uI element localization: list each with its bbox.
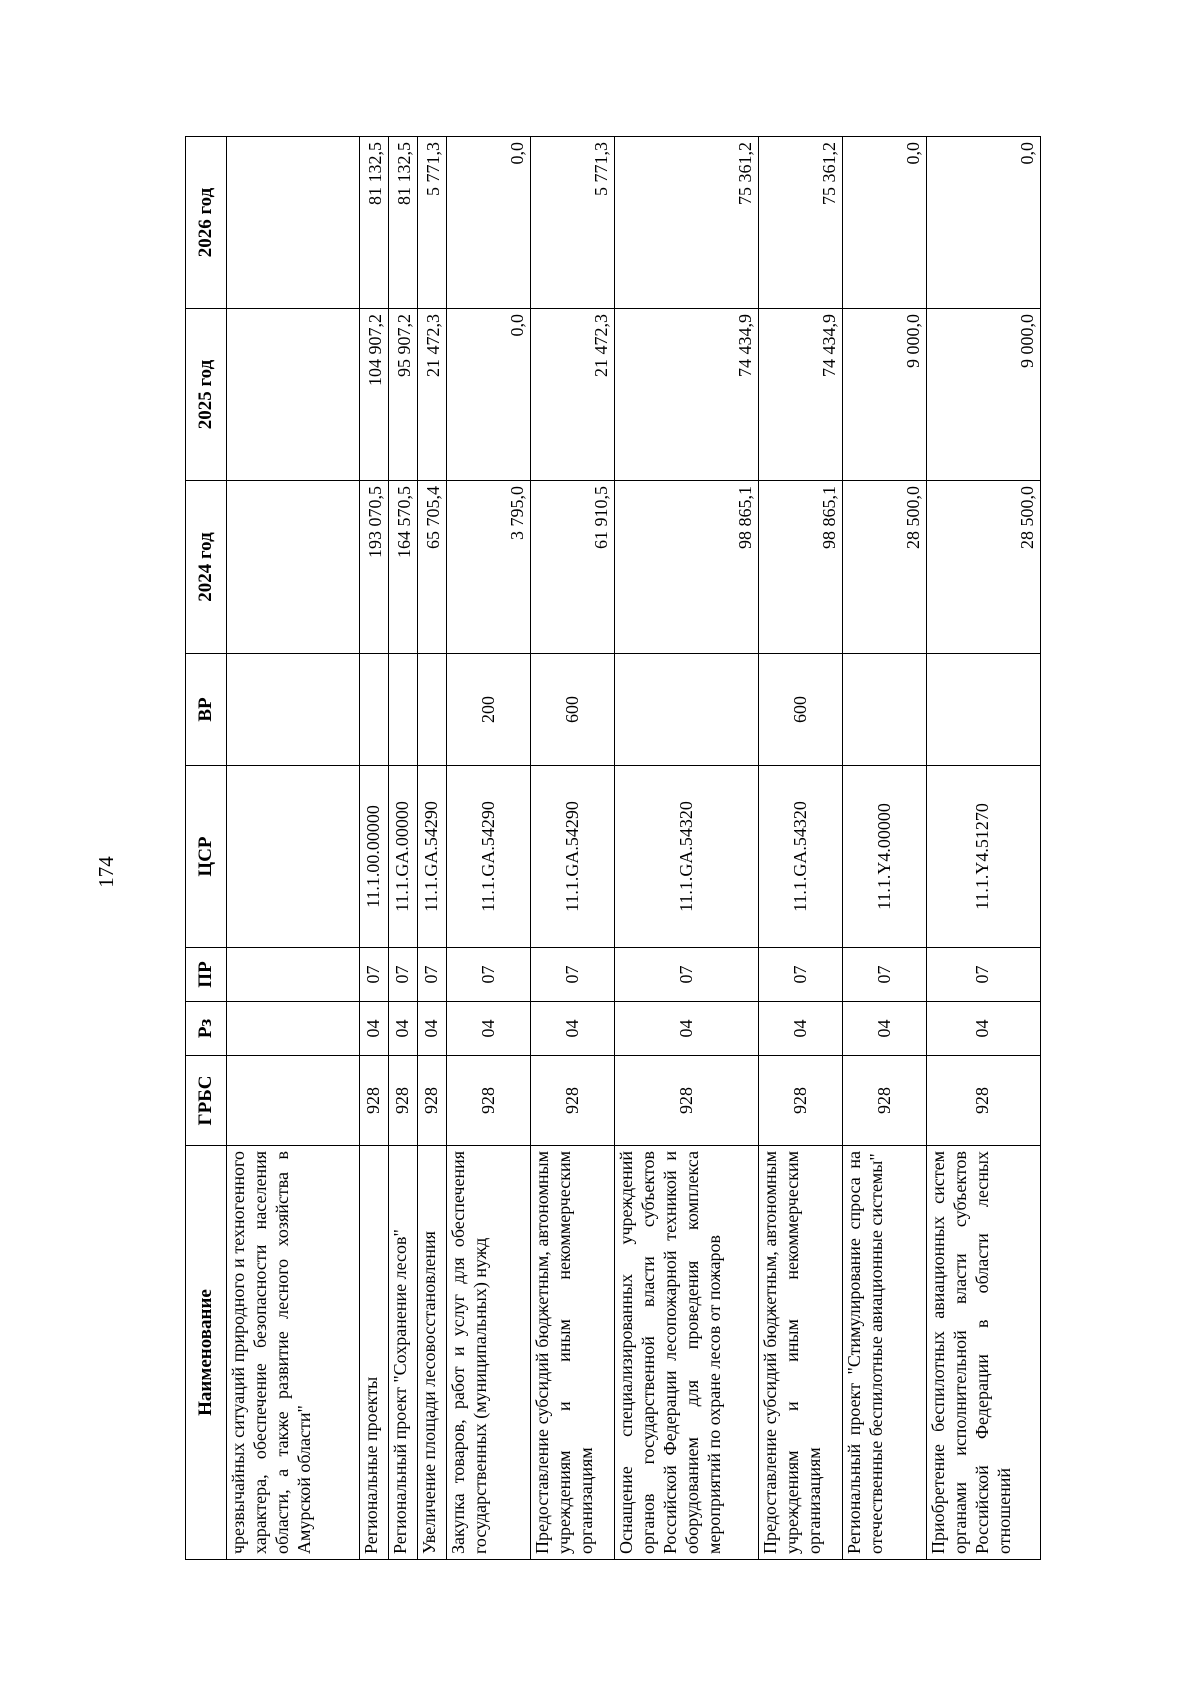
table-row: [531, 137, 615, 1560]
col-header-2026: 2026 год: [186, 137, 227, 309]
table-row: [360, 137, 389, 1560]
cell-2024: 193 070,5: [360, 481, 389, 654]
cell-2026: 75 361,2: [614, 137, 758, 309]
cell-2025: [227, 309, 360, 481]
cell-2024: 65 705,4: [418, 481, 447, 654]
cell-2025: 21 472,3: [418, 309, 447, 481]
table-row: [759, 137, 843, 1560]
cell-pr: 07: [418, 948, 447, 1002]
cell-2024: 98 865,1: [614, 481, 758, 654]
cell-rz: 04: [531, 1002, 615, 1056]
cell-grbs: 928: [926, 1056, 1040, 1146]
cell-vr: 600: [531, 654, 615, 766]
cell-name: Оснащение специализированных учреждений органов государственной власти субъектов Российской Федерации лесопожарной техникой и оборудованием для проведения комплекса мероприятий по охране лесов от пожаров: [614, 1146, 758, 1560]
cell-vr: [614, 654, 758, 766]
cell-vr: [418, 654, 447, 766]
cell-2026: 0,0: [447, 137, 531, 309]
cell-name: Региональный проект "Сохранение лесов": [389, 1146, 418, 1560]
cell-grbs: 928: [360, 1056, 389, 1146]
cell-2024: 3 795,0: [447, 481, 531, 654]
cell-csr: 11.1.GA.54290: [418, 766, 447, 948]
budget-table: [185, 136, 1041, 1560]
cell-2026: 5 771,3: [531, 137, 615, 309]
cell-rz: 04: [389, 1002, 418, 1056]
cell-grbs: 928: [389, 1056, 418, 1146]
cell-grbs: 928: [843, 1056, 927, 1146]
table-row: [389, 137, 418, 1560]
cell-name: Увеличение площади лесовосстановления: [418, 1146, 447, 1560]
cell-pr: 07: [447, 948, 531, 1002]
cell-rz: 04: [759, 1002, 843, 1056]
cell-grbs: 928: [418, 1056, 447, 1146]
cell-rz: 04: [360, 1002, 389, 1056]
cell-csr: 11.1.GA.00000: [389, 766, 418, 948]
cell-grbs: 928: [447, 1056, 531, 1146]
cell-csr: 11.1.GA.54290: [447, 766, 531, 948]
col-header-csr: ЦСР: [186, 766, 227, 948]
cell-2024: 61 910,5: [531, 481, 615, 654]
col-header-2025: 2025 год: [186, 309, 227, 481]
cell-name: Закупка товаров, работ и услуг для обеспечения государственных (муниципальных) нужд: [447, 1146, 531, 1560]
cell-2025: 21 472,3: [531, 309, 615, 481]
table-row: [843, 137, 927, 1560]
cell-name: чрезвычайных ситуаций природного и техногенного характера, обеспечение безопасности населения области, а также развитие лесного хозяйства в Амурской области": [227, 1146, 360, 1560]
cell-rz: 04: [614, 1002, 758, 1056]
cell-pr: 07: [759, 948, 843, 1002]
cell-2025: 0,0: [447, 309, 531, 481]
cell-2026: 81 132,5: [389, 137, 418, 309]
cell-2025: 104 907,2: [360, 309, 389, 481]
cell-pr: 07: [843, 948, 927, 1002]
table-row: [926, 137, 1040, 1560]
cell-rz: 04: [418, 1002, 447, 1056]
cell-name: Предоставление субсидий бюджетным, автономным учреждениям и иным некоммерческим организациям: [759, 1146, 843, 1560]
cell-2024: 164 570,5: [389, 481, 418, 654]
cell-2024: 28 500,0: [926, 481, 1040, 654]
cell-csr: 11.1.GA.54320: [614, 766, 758, 948]
cell-grbs: 928: [531, 1056, 615, 1146]
cell-vr: 600: [759, 654, 843, 766]
cell-2025: 74 434,9: [614, 309, 758, 481]
cell-vr: [360, 654, 389, 766]
table-row: [418, 137, 447, 1560]
cell-name: Региональные проекты: [360, 1146, 389, 1560]
cell-2024: 98 865,1: [759, 481, 843, 654]
cell-csr: 11.1.Y4.51270: [926, 766, 1040, 948]
cell-grbs: 928: [614, 1056, 758, 1146]
table-row: [614, 137, 758, 1560]
cell-2026: 0,0: [926, 137, 1040, 309]
cell-2025: 74 434,9: [759, 309, 843, 481]
col-header-grbs: ГРБС: [186, 1056, 227, 1146]
cell-csr: 11.1.Y4.00000: [843, 766, 927, 948]
cell-pr: 07: [614, 948, 758, 1002]
cell-2026: 81 132,5: [360, 137, 389, 309]
cell-2025: 9 000,0: [926, 309, 1040, 481]
cell-2026: 5 771,3: [418, 137, 447, 309]
cell-rz: 04: [843, 1002, 927, 1056]
cell-name: Приобретение беспилотных авиационных систем органами исполнительной власти субъектов Российской Федерации в области лесных отношений: [926, 1146, 1040, 1560]
cell-name: Региональный проект "Стимулирование спроса на отечественные беспилотные авиационные системы": [843, 1146, 927, 1560]
cell-2026: [227, 137, 360, 309]
page-number: 174: [93, 856, 118, 888]
col-header-rz: Рз: [186, 1002, 227, 1056]
cell-pr: 07: [926, 948, 1040, 1002]
cell-csr: 11.1.00.00000: [360, 766, 389, 948]
cell-2026: 0,0: [843, 137, 927, 309]
cell-vr: [389, 654, 418, 766]
col-header-2024: 2024 год: [186, 481, 227, 654]
cell-grbs: [227, 1056, 360, 1146]
col-header-name: Наименование: [186, 1146, 227, 1560]
cell-pr: 07: [360, 948, 389, 1002]
cell-vr: 200: [447, 654, 531, 766]
cell-pr: [227, 948, 360, 1002]
cell-2024: [227, 481, 360, 654]
cell-csr: [227, 766, 360, 948]
cell-rz: [227, 1002, 360, 1056]
cell-2025: 95 907,2: [389, 309, 418, 481]
header-row: [186, 137, 227, 1560]
rotated-table-wrapper: [185, 137, 1041, 1560]
cell-rz: 04: [447, 1002, 531, 1056]
cell-pr: 07: [531, 948, 615, 1002]
cell-name: Предоставление субсидий бюджетным, автономным учреждениям и иным некоммерческим организациям: [531, 1146, 615, 1560]
col-header-pr: ПР: [186, 948, 227, 1002]
col-header-vr: ВР: [186, 654, 227, 766]
cell-csr: 11.1.GA.54290: [531, 766, 615, 948]
table-row: [447, 137, 531, 1560]
cell-2024: 28 500,0: [843, 481, 927, 654]
cell-csr: 11.1.GA.54320: [759, 766, 843, 948]
cell-vr: [843, 654, 927, 766]
cell-grbs: 928: [759, 1056, 843, 1146]
cell-2026: 75 361,2: [759, 137, 843, 309]
cell-vr: [227, 654, 360, 766]
cell-pr: 07: [389, 948, 418, 1002]
table-row: [227, 137, 360, 1560]
cell-2025: 9 000,0: [843, 309, 927, 481]
cell-vr: [926, 654, 1040, 766]
cell-rz: 04: [926, 1002, 1040, 1056]
